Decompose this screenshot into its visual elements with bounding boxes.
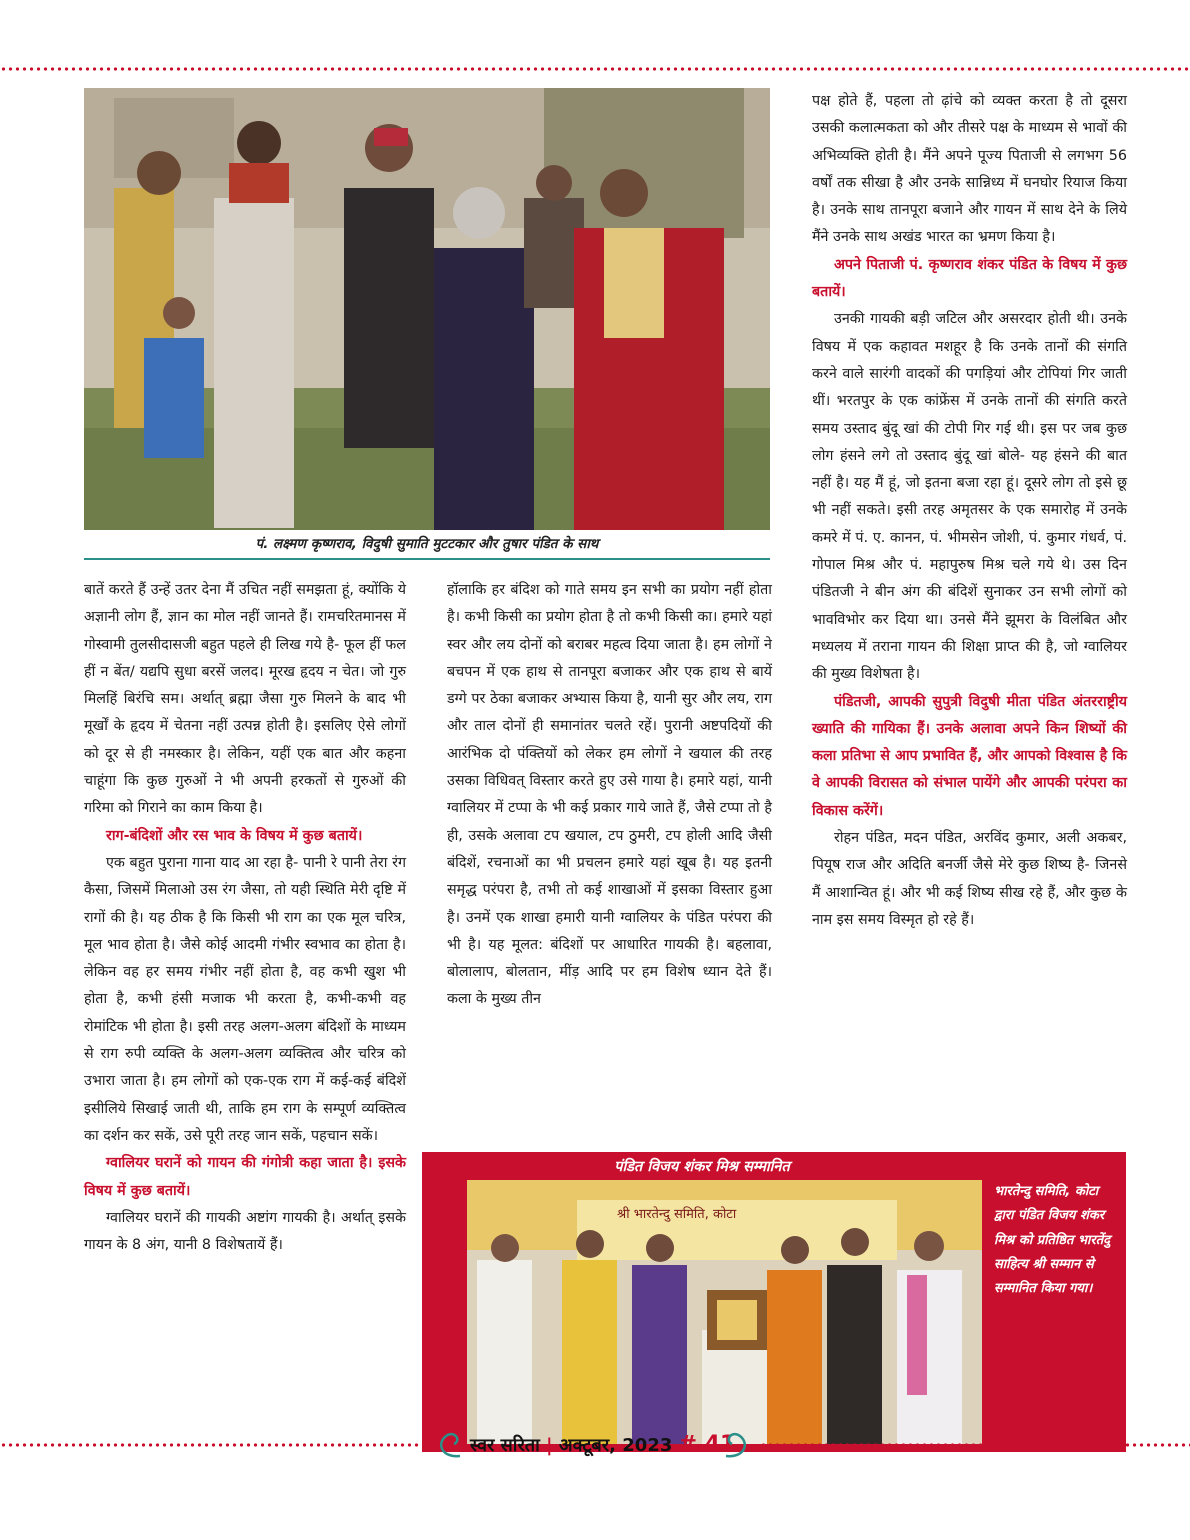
bottom-dotted-border-right [760,1442,1190,1448]
photo-caption: पं. लक्ष्मण कृष्णराव, विदुषी सुमाति मुटटकार और तुषार पंडित के साथ [84,534,770,560]
col3-paragraph-1: पक्ष होते हैं, पहला तो ढ़ांचे को व्यक्त करता है तो दूसरा उसकी कलात्मकता को और तीसरे पक्ष के माध्यम से भावों की अभिव्यक्ति होती है। मैंने अपने पूज्य पिताजी से लगभग 56 वर्षों तक सीखा है और उनके सान्निध्य में घनघोर रियाज किया है। उनके साथ तानपूरा बजाने और गायन में साथ देने के लिये मैंने उनके साथ अखंड भारत का भ्रमण किया है। [812,93,1127,246]
col1-question-1: राग-बंदिशों और रस भाव के विषय में कुछ बतायें। [106,827,363,844]
page-number: # 41 [678,1432,736,1457]
col2-paragraph-1: हॉलाकि हर बंदिश को गाते समय इन सभी का प्रयोग नहीं होता है। कभी किसी का प्रयोग होता है तो कभी किसी का। हमारे यहां स्वर और लय दोनों को बराबर महत्व दिया जाता है। हम लोगों ने बचपन में एक हाथ से तानपूरा बजाकर और एक हाथ से बायें डग्गे पर ठेका बजाकर अभ्यास किया है, यानी सुर और लय, राग और ताल दोनों ही समानांतर चलते रहें। पुरानी अष्टपदियों की आरंभिक दो पंक्तियों को लेकर हम लोगों ने खयाल की तरह उसका विधिवत् विस्तार करते हुए उसे गाया है। हमारे यहां, यानी ग्वालियर में टप्पा के भी कई प्रकार गाये जाते हैं, जैसे टप्पा तो है ही, उसके अलावा टप खयाल, टप ठुमरी, टप होली आदि जैसी बंदिशें, रचनाओं का भी प्रचलन हमारे यहां खूब है। यह इतनी समृद्ध परंपरा है, तभी तो कई शाखाओं में इसका विस्तार हुआ है। उनमें एक शाखा हमारी यानी ग्वालियर के पंडित परंपरा की भी है। यह मूलत: बंदिशों पर आधारित गायकी है। बहलावा, बोलालाप, बोलतान, मींड़ आदि पर हम विशेष ध्यान देते हैं। कला के मुख्य तीन [447,582,772,1008]
col3-question-2: पंडितजी, आपकी सुपुत्री विदुषी मीता पंडित अंतरराष्ट्रीय ख्याति की गायिका हैं। उनके अलावा अपने किन शिष्यों की कला प्रतिभा से आप प्रभावित हैं, और आपको विश्वास है कि वे आपकी विरासत को संभाल पायेंगे और आपकी परंपरा का विकास करेंगें। [812,693,1127,819]
col3-paragraph-3: रोहन पंडित, मदन पंडित, अरविंद कुमार, अली अकबर, पियूष राज और अदिति बनर्जी जैसे मेरे कुछ शिष्य है- जिनसे मैं आशान्वित हूं। और भी कई शिष्य सीख रहे हैं, और कुछ के नाम इस समय विस्मृत हो रहे हैं। [812,830,1127,928]
family-group-photo [84,88,770,530]
award-news-text: भारतेन्दु समिति, कोटा द्वारा पंडित विजय शंकर मिश्र को प्रतिष्ठित भारतेंदु साहित्य श्री सम्मान से सम्मानित किया गया। [994,1184,1111,1297]
issue-date: अक्टूबर, 2023 [558,1435,673,1456]
award-news-box [422,1152,1126,1452]
award-ceremony-photo [467,1180,982,1444]
top-dotted-border [0,66,1190,72]
banner-text: श्री भारतेन्दु समिति, कोटा [617,1207,737,1222]
award-news-title: पंडित विजय शंकर मिश्र सम्मानित [614,1159,790,1175]
col3-paragraph-2: उनकी गायकी बड़ी जटिल और असरदार होती थी। उनके विषय में एक कहावत मशहूर है कि उनके तानों की संगति करने वाले सारंगी वादकों की पगड़ियां और टोपियां गिर जाती थीं। भरतपुर के एक कांफ्रेंस में उनके तानों की संगति करते समय उस्ताद बुंदू खां की टोपी गिर गई थी। इस पर जब कुछ लोग हंसने लगे तो उस्ताद बुंदू खां बोले- यह हंसने की बात नहीं है। यह मैं हूं, जो इतना बजा रहा हूं। दूसरे लोग तो इसे छू भी नहीं सकते। इसी तरह अमृतसर के एक समारोह में उनके कमरे में पं. ए. कानन, पं. भीमसेन जोशी, पं. कुमार गंधर्व, पं. गोपाल मिश्र और पं. महापुरुष मिश्र चले गये थे। उस दिन पंडितजी ने बीन अंग की बंदिशें सुनाकर उन सभी लोगों को भावविभोर कर दिया था। उनसे मैंने झूमरा के विलंबित और मध्यलय में तराना गायन की शिक्षा प्राप्त की है, जो ग्वालियर की मुख्य विशेषता है। [812,311,1127,683]
col1-paragraph-1: बातें करते हैं उन्हें उतर देना मैं उचित नहीं समझता हूं, क्योंकि ये अज्ञानी लोग हैं, ज्ञान का मोल नहीं जानते हैं। रामचरितमानस में गोस्वामी तुलसीदासजी बहुत पहले ही लिख गये है- फूल हीं फल हीं न बेंत/ यद्यपि सुधा बरसें जलद। मूरख हृदय न चेत। जो गुरु मिलहिं बिरंचि सम। अर्थात् ब्रह्मा जैसा गुरु मिलने के बाद भी मूर्खों के हृदय में चेतना नहीं उत्पन्न होती है। इसलिए ऐसे लोगों को दूर से ही नमस्कार है। लेकिन, यहीं एक बात और कहना चाहूंगा कि कुछ गुरुओं ने भी अपनी हरकतों से गुरुओं की गरिमा को गिराने का काम किया है। [84,582,406,817]
col1-paragraph-2: एक बहुत पुराना गाना याद आ रहा है- पानी रे पानी तेरा रंग कैसा, जिसमें मिलाओ उस रंग जैसा, तो यही स्थिति मेरी दृष्टि में रागों की है। यह ठीक है कि किसी भी राग का एक मूल चरित्र, मूल भाव होता है। जैसे कोई आदमी गंभीर स्वभाव का होता है। लेकिन वह हर समय गंभीर नहीं होता है, वह कभी खुश भी होता है, कभी हंसी मजाक भी करता है, कभी-कभी वह रोमांटिक भी होता है। इसी तरह अलग-अलग बंदिशों के माध्यम से राग रुपी व्यक्ति के अलग-अलग व्यक्तित्व और चरित्र को उभारा जाता है। हम लोगों को एक-एक राग में कई-कई बंदिशें इसीलिये सिखाई जाती थी, ताकि हम राग के सम्पूर्ण व्यक्तित्व का दर्शन कर सकें, उसे पूरी तरह जान सकें, पहचान सकें। [84,854,406,1144]
swirl-left-icon [434,1428,464,1462]
column-2 [447,577,772,1014]
column-3 [812,88,1127,934]
col1-paragraph-3: ग्वालियर घरानें की गायकी अष्टांग गायकी है। अर्थात् इसके गायन के 8 अंग, यानी 8 विशेषतायें हैं। [84,1209,406,1254]
col1-question-2: ग्वालियर घरानें को गायन की गंगोत्री कहा जाता है। इसके विषय में कुछ बतायें। [84,1155,406,1199]
page-footer [430,1420,760,1470]
bottom-dotted-border-left [0,1442,430,1448]
footer-brand: स्वर सरिता | अक्टूबर, 2023 # 41 [470,1432,736,1457]
magazine-name: स्वर सरिता [470,1435,540,1456]
column-1 [84,577,406,1259]
col3-question-1: अपने पिताजी पं. कृष्णराव शंकर पंडित के विषय में कुछ बतायें। [812,256,1127,301]
swirl-right-icon [722,1428,752,1462]
